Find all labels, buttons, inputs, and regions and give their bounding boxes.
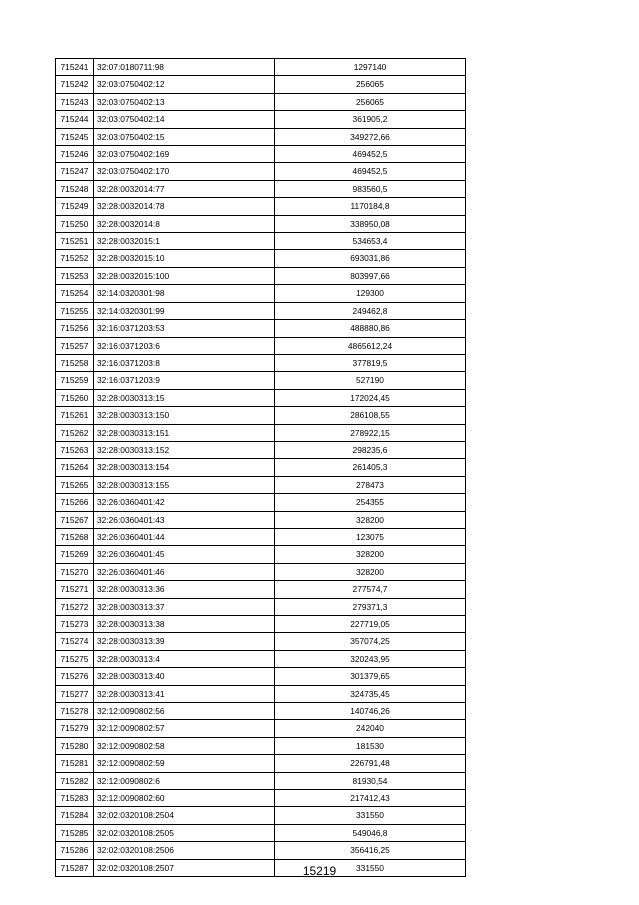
cadastral-number-cell: 32:02:0320108:2506 (94, 842, 275, 859)
cadastral-number-cell: 32:28:0032015:100 (94, 267, 275, 284)
row-id-cell: 715266 (56, 494, 94, 511)
value-cell: 261405,3 (275, 459, 466, 476)
table-row (56, 320, 466, 337)
row-id-cell: 715253 (56, 267, 94, 284)
value-cell: 328200 (275, 563, 466, 580)
value-cell: 331550 (275, 807, 466, 824)
value-cell: 256065 (275, 93, 466, 110)
row-id-cell: 715277 (56, 685, 94, 702)
value-cell: 279371,3 (275, 598, 466, 615)
value-cell: 328200 (275, 511, 466, 528)
table-row (56, 511, 466, 528)
cadastral-number-cell: 32:28:0030313:40 (94, 668, 275, 685)
row-id-cell: 715243 (56, 93, 94, 110)
cadastral-number-cell: 32:02:0320108:2504 (94, 807, 275, 824)
value-cell: 277574,7 (275, 581, 466, 598)
table-row (56, 459, 466, 476)
value-cell: 549046,8 (275, 824, 466, 841)
row-id-cell: 715272 (56, 598, 94, 615)
cadastral-number-cell: 32:28:0030313:41 (94, 685, 275, 702)
value-cell: 286108,55 (275, 407, 466, 424)
row-id-cell: 715247 (56, 163, 94, 180)
cadastral-number-cell: 32:03:0750402:169 (94, 146, 275, 163)
table-row (56, 790, 466, 807)
row-id-cell: 715265 (56, 476, 94, 493)
row-id-cell: 715259 (56, 372, 94, 389)
table-row (56, 372, 466, 389)
value-cell: 217412,43 (275, 790, 466, 807)
cadastral-number-cell: 32:28:0032015:10 (94, 250, 275, 267)
table-row (56, 354, 466, 371)
value-cell: 242040 (275, 720, 466, 737)
value-cell: 469452,5 (275, 163, 466, 180)
table-row (56, 441, 466, 458)
value-cell: 129300 (275, 285, 466, 302)
table-row (56, 650, 466, 667)
value-cell: 140746,26 (275, 703, 466, 720)
row-id-cell: 715246 (56, 146, 94, 163)
row-id-cell: 715279 (56, 720, 94, 737)
value-cell: 226791,48 (275, 755, 466, 772)
row-id-cell: 715248 (56, 180, 94, 197)
cadastral-number-cell: 32:14:0320301:98 (94, 285, 275, 302)
row-id-cell: 715256 (56, 320, 94, 337)
table-row (56, 494, 466, 511)
cadastral-number-cell: 32:16:0371203:6 (94, 337, 275, 354)
row-id-cell: 715280 (56, 737, 94, 754)
table-row (56, 720, 466, 737)
table-row (56, 476, 466, 493)
row-id-cell: 715274 (56, 633, 94, 650)
value-cell: 123075 (275, 528, 466, 545)
row-id-cell: 715260 (56, 389, 94, 406)
table-row (56, 198, 466, 215)
table-row (56, 842, 466, 859)
table-row (56, 302, 466, 319)
value-cell: 527190 (275, 372, 466, 389)
row-id-cell: 715284 (56, 807, 94, 824)
table-row (56, 407, 466, 424)
value-cell: 4865612,24 (275, 337, 466, 354)
table-row (56, 685, 466, 702)
value-cell: 181530 (275, 737, 466, 754)
row-id-cell: 715241 (56, 59, 94, 76)
value-cell: 356416,25 (275, 842, 466, 859)
row-id-cell: 715244 (56, 111, 94, 128)
cadastral-number-cell: 32:28:0030313:36 (94, 581, 275, 598)
cadastral-number-cell: 32:03:0750402:13 (94, 93, 275, 110)
table-row (56, 424, 466, 441)
row-id-cell: 715287 (56, 859, 94, 876)
row-id-cell: 715269 (56, 546, 94, 563)
row-id-cell: 715282 (56, 772, 94, 789)
row-id-cell: 715267 (56, 511, 94, 528)
row-id-cell: 715254 (56, 285, 94, 302)
cadastral-number-cell: 32:03:0750402:15 (94, 128, 275, 145)
row-id-cell: 715281 (56, 755, 94, 772)
value-cell: 361905,2 (275, 111, 466, 128)
cadastral-number-cell: 32:12:0090802:60 (94, 790, 275, 807)
value-cell: 254355 (275, 494, 466, 511)
value-cell: 172024,45 (275, 389, 466, 406)
value-cell: 1170184,8 (275, 198, 466, 215)
table-row (56, 772, 466, 789)
table-row (56, 337, 466, 354)
cadastral-number-cell: 32:28:0032014:8 (94, 215, 275, 232)
cadastral-number-cell: 32:16:0371203:9 (94, 372, 275, 389)
cadastral-number-cell: 32:28:0032014:78 (94, 198, 275, 215)
value-cell: 301379,65 (275, 668, 466, 685)
row-id-cell: 715286 (56, 842, 94, 859)
value-cell: 803997,66 (275, 267, 466, 284)
value-cell: 298235,6 (275, 441, 466, 458)
cadastral-number-cell: 32:12:0090802:58 (94, 737, 275, 754)
cadastral-number-cell: 32:02:0320108:2505 (94, 824, 275, 841)
row-id-cell: 715275 (56, 650, 94, 667)
table-row (56, 267, 466, 284)
value-cell: 320243,95 (275, 650, 466, 667)
value-cell: 488880,86 (275, 320, 466, 337)
value-cell: 377819,5 (275, 354, 466, 371)
row-id-cell: 715250 (56, 215, 94, 232)
table-row (56, 633, 466, 650)
table-row (56, 233, 466, 250)
cadastral-number-cell: 32:28:0032014:77 (94, 180, 275, 197)
row-id-cell: 715263 (56, 441, 94, 458)
table-row (56, 180, 466, 197)
value-cell: 357074,25 (275, 633, 466, 650)
cadastral-number-cell: 32:02:0320108:2507 (94, 859, 275, 876)
table-row (56, 755, 466, 772)
row-id-cell: 715245 (56, 128, 94, 145)
row-id-cell: 715251 (56, 233, 94, 250)
cadastral-number-cell: 32:12:0090802:56 (94, 703, 275, 720)
table-row (56, 250, 466, 267)
row-id-cell: 715257 (56, 337, 94, 354)
row-id-cell: 715249 (56, 198, 94, 215)
cadastral-number-cell: 32:28:0030313:150 (94, 407, 275, 424)
table-row (56, 563, 466, 580)
cadastral-number-cell: 32:26:0360401:42 (94, 494, 275, 511)
value-cell: 338950,08 (275, 215, 466, 232)
table-row (56, 93, 466, 110)
table-row (56, 285, 466, 302)
row-id-cell: 715273 (56, 616, 94, 633)
page-number: 15219 (302, 864, 337, 878)
row-id-cell: 715271 (56, 581, 94, 598)
row-id-cell: 715285 (56, 824, 94, 841)
table-row (56, 703, 466, 720)
table-row (56, 668, 466, 685)
cadastral-number-cell: 32:07:0180711:98 (94, 59, 275, 76)
row-id-cell: 715268 (56, 528, 94, 545)
row-id-cell: 715258 (56, 354, 94, 371)
table-row (56, 824, 466, 841)
cadastral-number-cell: 32:28:0030313:37 (94, 598, 275, 615)
table-row (56, 737, 466, 754)
row-id-cell: 715262 (56, 424, 94, 441)
table-row (56, 581, 466, 598)
row-id-cell: 715255 (56, 302, 94, 319)
cadastral-number-cell: 32:28:0030313:39 (94, 633, 275, 650)
value-cell: 256065 (275, 76, 466, 93)
table-row (56, 389, 466, 406)
cadastral-number-cell: 32:12:0090802:6 (94, 772, 275, 789)
cadastral-number-cell: 32:16:0371203:8 (94, 354, 275, 371)
cadastral-number-cell: 32:12:0090802:57 (94, 720, 275, 737)
cadastral-number-cell: 32:03:0750402:14 (94, 111, 275, 128)
cadastral-number-cell: 32:28:0030313:154 (94, 459, 275, 476)
row-id-cell: 715283 (56, 790, 94, 807)
table-row (56, 807, 466, 824)
cadastral-number-cell: 32:28:0030313:155 (94, 476, 275, 493)
cadastral-value-table (55, 58, 466, 877)
row-id-cell: 715261 (56, 407, 94, 424)
value-cell: 81930,54 (275, 772, 466, 789)
cadastral-number-cell: 32:28:0030313:152 (94, 441, 275, 458)
value-cell: 278473 (275, 476, 466, 493)
value-cell: 534653,4 (275, 233, 466, 250)
table-row (56, 163, 466, 180)
cadastral-number-cell: 32:26:0360401:44 (94, 528, 275, 545)
cadastral-number-cell: 32:26:0360401:46 (94, 563, 275, 580)
table-row (56, 598, 466, 615)
cadastral-number-cell: 32:26:0360401:45 (94, 546, 275, 563)
value-cell: 1297140 (275, 59, 466, 76)
value-cell: 983560,5 (275, 180, 466, 197)
row-id-cell: 715278 (56, 703, 94, 720)
value-cell: 693031,86 (275, 250, 466, 267)
row-id-cell: 715252 (56, 250, 94, 267)
value-cell: 331550 (275, 859, 466, 876)
value-cell: 349272,66 (275, 128, 466, 145)
value-cell: 469452,5 (275, 146, 466, 163)
table-row (56, 215, 466, 232)
cadastral-number-cell: 32:26:0360401:43 (94, 511, 275, 528)
value-cell: 249462,8 (275, 302, 466, 319)
cadastral-number-cell: 32:28:0032015:1 (94, 233, 275, 250)
table-row (56, 111, 466, 128)
cadastral-number-cell: 32:16:0371203:53 (94, 320, 275, 337)
table-row (56, 76, 466, 93)
cadastral-number-cell: 32:12:0090802:59 (94, 755, 275, 772)
table-body (56, 59, 466, 877)
table-row (56, 59, 466, 76)
row-id-cell: 715242 (56, 76, 94, 93)
cadastral-number-cell: 32:28:0030313:15 (94, 389, 275, 406)
cadastral-number-cell: 32:28:0030313:151 (94, 424, 275, 441)
table-row (56, 128, 466, 145)
row-id-cell: 715270 (56, 563, 94, 580)
row-id-cell: 715264 (56, 459, 94, 476)
value-cell: 278922,15 (275, 424, 466, 441)
cadastral-number-cell: 32:03:0750402:12 (94, 76, 275, 93)
table-row (56, 146, 466, 163)
value-cell: 227719,05 (275, 616, 466, 633)
table-row (56, 546, 466, 563)
table-row (56, 616, 466, 633)
cadastral-number-cell: 32:03:0750402:170 (94, 163, 275, 180)
table-row (56, 528, 466, 545)
cadastral-number-cell: 32:28:0030313:38 (94, 616, 275, 633)
cadastral-number-cell: 32:14:0320301:99 (94, 302, 275, 319)
value-cell: 328200 (275, 546, 466, 563)
row-id-cell: 715276 (56, 668, 94, 685)
value-cell: 324735,45 (275, 685, 466, 702)
cadastral-number-cell: 32:28:0030313:4 (94, 650, 275, 667)
